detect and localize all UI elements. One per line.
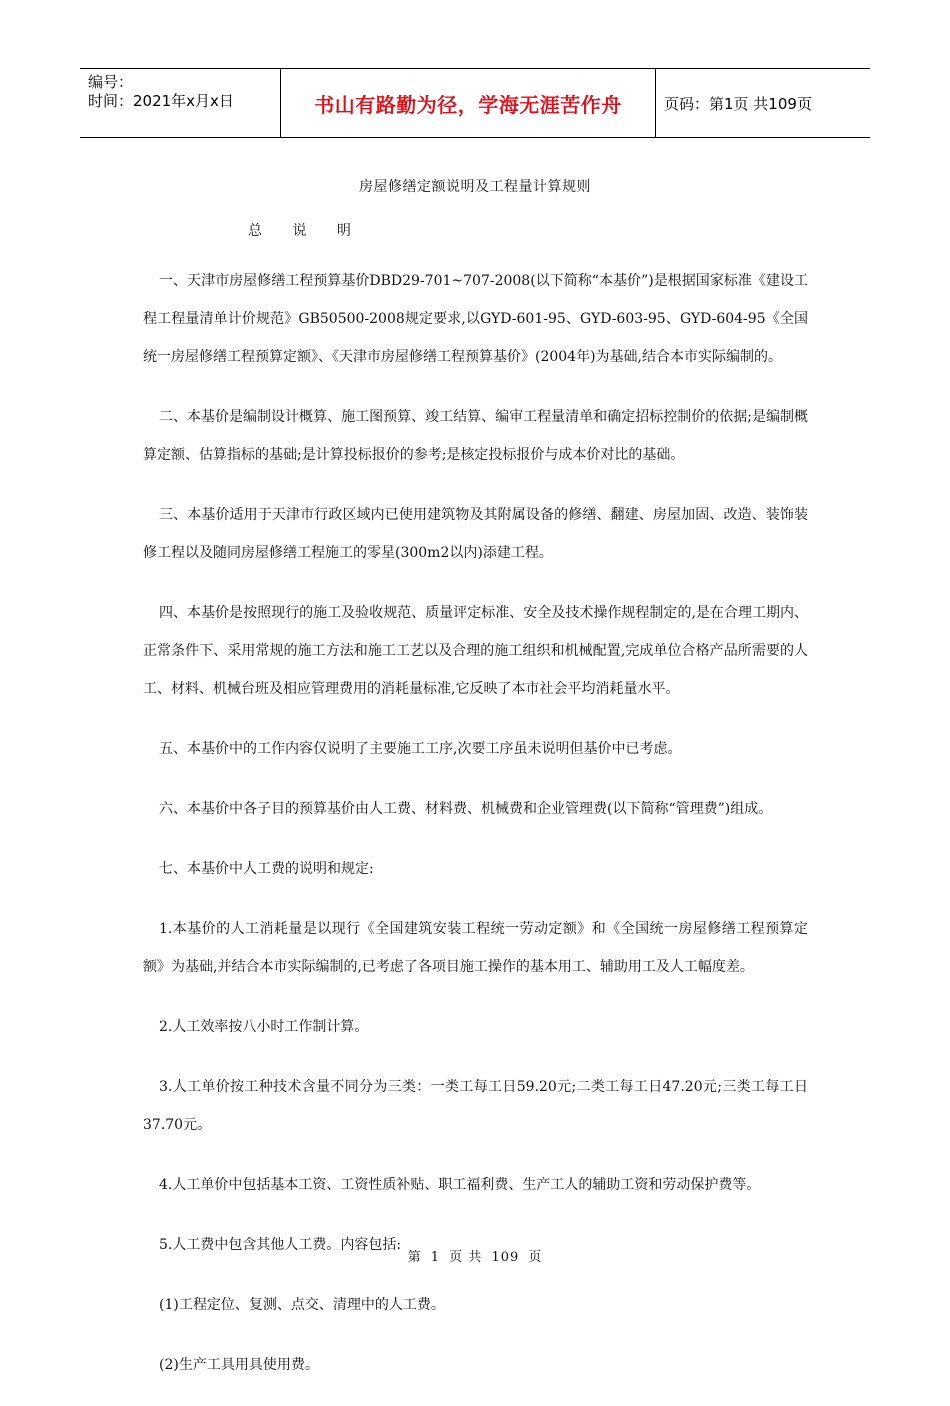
time-label: 时间：2021年x月x日 xyxy=(88,92,234,110)
paragraph: 5.人工费中包含其他人工费。内容包括: xyxy=(159,1237,402,1253)
paragraph: 六、本基价中各子目的预算基价由人工费、材料费、机械费和企业管理费(以下简称“管理费”)组成。 xyxy=(159,801,773,817)
paragraph: (2)生产工具用具使用费。 xyxy=(159,1357,319,1373)
document-body xyxy=(143,262,808,1406)
paragraph: 五、本基价中的工作内容仅说明了主要施工工序,次要工序虽未说明但基价中已考虑。 xyxy=(159,741,682,757)
header-motto: 书山有路勤为径，学海无涯苦作舟 xyxy=(281,69,656,137)
paragraph: 4.人工单价中包括基本工资、工资性质补贴、职工福利费、生产工人的辅助工资和劳动保护费等。 xyxy=(159,1177,761,1193)
paragraph: 1.本基价的人工消耗量是以现行《全国建筑安装工程统一劳动定额》和《全国统一房屋修缮工程预算定额》为基础,并结合本市实际编制的,已考虑了各项目施工操作的基本用工、辅助用工及人工幅度差。 xyxy=(143,921,808,975)
section-title-char: 总 xyxy=(248,223,262,239)
page-header xyxy=(80,68,870,138)
paragraph: 二、本基价是编制设计概算、施工图预算、竣工结算、编审工程量清单和确定招标控制价的依据;是编制概算定额、估算指标的基础;是计算投标报价的参考;是核定投标报价与成本价对比的基础。 xyxy=(143,409,808,463)
paragraph: 四、本基价是按照现行的施工及验收规范、质量评定标准、安全及技术操作规程制定的,是在合理工期内、正常条件下、采用常规的施工方法和施工工艺以及合理的施工组织和机械配置,完成单位合格产品所需要的人工、材料、机械台班及相应管理费用的消耗量标准,它反映了本市社会平均消耗量水平。 xyxy=(143,605,808,697)
footer-total-pages: 109 xyxy=(491,1250,520,1265)
paragraph: 一、天津市房屋修缮工程预算基价DBD29-701~707-2008(以下简称“本基价”)是根据国家标准《建设工程工程量清单计价规范》GB50500-2008规定要求,以GYD-601-95、GYD-603-95、GYD-604-95《全国统一房屋修缮工程预算定额》、《天津市房屋修缮工程预算基价》(2004年)为基础,结合本市实际编制的。 xyxy=(143,273,808,365)
footer-suffix: 页 xyxy=(528,1250,543,1265)
section-title xyxy=(248,220,377,240)
paragraph: 七、本基价中人工费的说明和规定: xyxy=(159,861,374,877)
footer-prefix: 第 xyxy=(407,1250,422,1265)
header-page-info: 页码：第1页 共109页 xyxy=(664,94,812,113)
section-title-char: 说 xyxy=(292,223,307,239)
document-title: 房屋修缮定额说明及工程量计算规则 xyxy=(359,179,591,195)
footer-page-number: 1 xyxy=(430,1250,441,1265)
paragraph: (1)工程定位、复测、点交、清理中的人工费。 xyxy=(159,1297,445,1313)
header-meta xyxy=(80,69,281,137)
section-title-char: 明 xyxy=(336,223,351,239)
paragraph: 3.人工单价按工种技术含量不同分为三类：一类工每工日59.20元;二类工每工日47.20元;三类工每工日37.70元。 xyxy=(143,1079,808,1133)
number-label: 编号： xyxy=(88,73,134,91)
footer-mid: 页 共 xyxy=(449,1250,483,1265)
page-footer xyxy=(0,1246,950,1265)
paragraph: 三、本基价适用于天津市行政区域内已使用建筑物及其附属设备的修缮、翻建、房屋加固、改造、装饰装修工程以及随同房屋修缮工程施工的零星(300m2以内)添建工程。 xyxy=(143,507,808,561)
paragraph: 2.人工效率按八小时工作制计算。 xyxy=(159,1019,369,1035)
